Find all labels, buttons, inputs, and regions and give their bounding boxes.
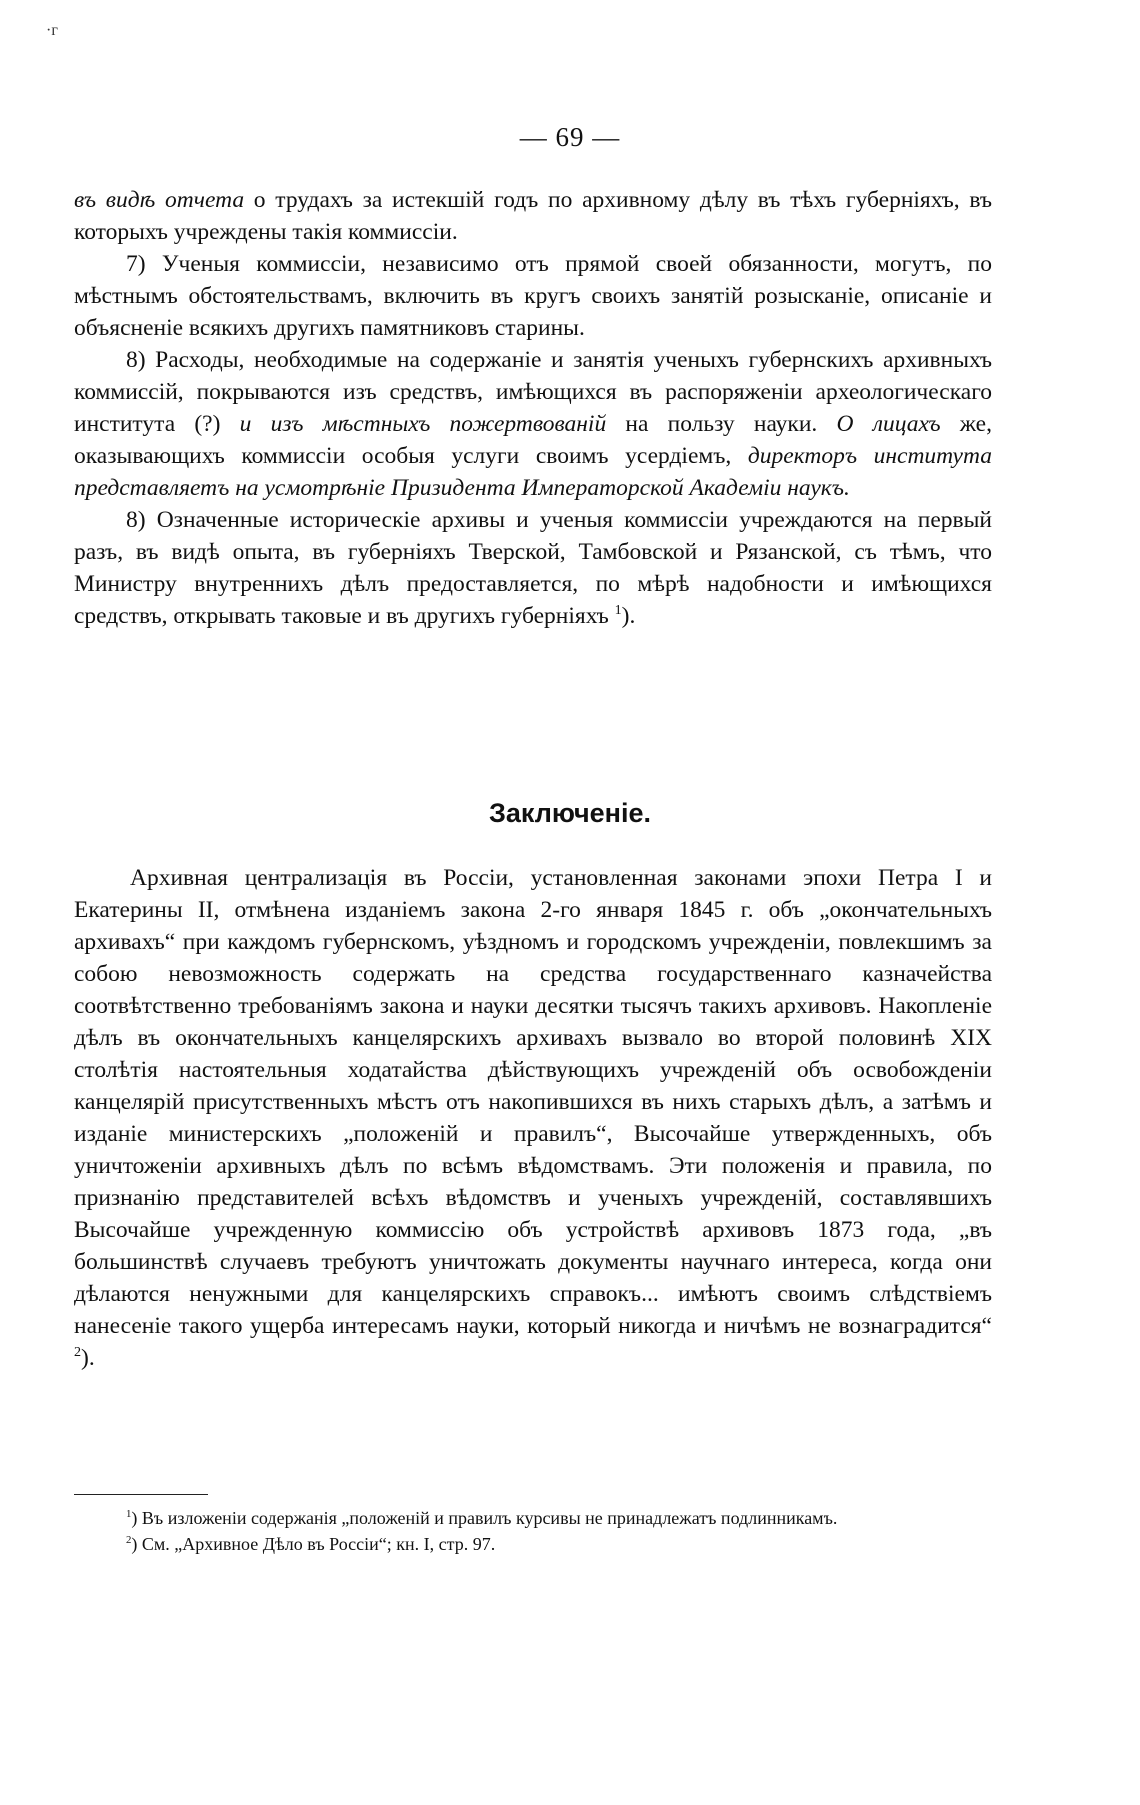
text-run: 8) Означенные историческіе архивы и ученыя коммиссіи учреждаются на первый разъ, въ видѣ опыта, въ губерніяхъ Тверской, Тамбовской и Рязанской, съ тѣмъ, что Министру внутреннихъ дѣлъ предоставляется, по мѣрѣ надобности и имѣющихся средствъ, открывать таковые и въ другихъ губерніяхъ	[74, 507, 992, 629]
text-run: О лицахъ	[836, 411, 941, 437]
footnote-mark: 2	[126, 1534, 132, 1546]
text-run: же, оказывающихъ коммиссіи особыя услуги своимъ усердіемъ,	[74, 411, 992, 469]
text-run: 7) Ученыя коммиссіи, независимо отъ прямой своей обязанности, могутъ, по мѣстнымъ обстоятельствамъ, включить въ кругъ своихъ занятій розысканіе, описаніе и объясненіе всякихъ другихъ памятниковъ старины.	[74, 251, 992, 341]
text-run: и изъ мѣстныхъ пожертвованій	[239, 411, 607, 437]
page-number: — 69 —	[519, 122, 621, 152]
text-run: о трудахъ за истекшій годъ по архивному дѣлу въ тѣхъ губерніяхъ, въ которыхъ учреждены такія коммиссіи.	[74, 187, 992, 245]
text-run: на пользу науки.	[606, 411, 837, 437]
footnote-text: ) Въ изложеніи содержанія „положеній и правилъ курсивы не принадлежатъ подлинникамъ.	[131, 1508, 838, 1528]
paragraph-item-8-expenses	[74, 344, 992, 504]
text-run: въ видѣ отчета	[74, 187, 245, 213]
paragraph-report	[74, 184, 992, 248]
conclusion-text-block	[74, 862, 992, 1374]
top-text-block	[74, 184, 992, 632]
section-heading: Заключеніе.	[489, 798, 651, 828]
text-run: ).	[81, 1345, 95, 1371]
footnotes	[74, 1505, 992, 1557]
footnote-ref: 2	[74, 1344, 82, 1361]
paragraph-item-8-archives	[74, 504, 992, 632]
text-run: директоръ института представляетъ на усмотрѣніе Призидента Императорской Академіи наукъ.	[74, 443, 992, 501]
footnote-ref: 1	[614, 602, 622, 619]
footnote-divider	[74, 1494, 208, 1495]
text-run: 8) Расходы, необходимые на содержаніе и занятія ученыхъ губернскихъ архивныхъ коммиссій, покрываются изъ средствъ, имѣющихся въ распоряженіи археологическаго института (?)	[74, 347, 992, 437]
footnote-2	[74, 1531, 992, 1557]
paragraph-conclusion	[74, 862, 992, 1374]
corner-mark: ·г	[46, 22, 58, 39]
text-run: Архивная централизація въ Россіи, установленная законами эпохи Петра I и Екатерины II, отмѣнена изданіемъ закона 2-го января 1845 г. объ „окончательныхъ архивахъ“ при каждомъ губернскомъ, уѣздномъ и городскомъ учрежденіи, повлекшимъ за собою невозможность содержать на средства государственнаго казначейства соотвѣтственно требованіямъ закона и науки десятки тысячъ такихъ архивовъ. Накопленіе дѣлъ въ окончательныхъ канцелярскихъ архивахъ вызвало во второй половинѣ XIX столѣтія настоятельныя ходатайства дѣйствующихъ учрежденій объ освобожденіи канцелярій присутственныхъ мѣстъ отъ накопившихся въ нихъ старыхъ дѣлъ, а затѣмъ и изданіе министерскихъ „положеній и правилъ“, Высочайше утвержденныхъ, объ уничтоженіи архивныхъ дѣлъ по всѣмъ вѣдомствамъ. Эти положенія и правила, по признанію представителей всѣхъ вѣдомствъ и ученыхъ учрежденій, составлявшихъ Высочайше учрежденную коммиссію объ устройствѣ архивовъ 1873 года, „въ большинствѣ случаевъ требуютъ уничтожать документы научнаго интереса, когда они дѣлаются ненужными для канцелярскихъ справокъ... имѣютъ своимъ слѣдствіемъ нанесеніе такого ущерба интересамъ науки, который никогда и ничѣмъ не вознаградится“	[74, 865, 992, 1339]
text-run: ).	[621, 603, 636, 629]
footnote-mark: 1	[126, 1508, 132, 1520]
paragraph-item-7	[74, 248, 992, 344]
footnote-1	[74, 1505, 992, 1531]
footnote-text: ) См. „Архивное Дѣло въ Россіи“; кн. I, стр. 97.	[131, 1534, 496, 1554]
